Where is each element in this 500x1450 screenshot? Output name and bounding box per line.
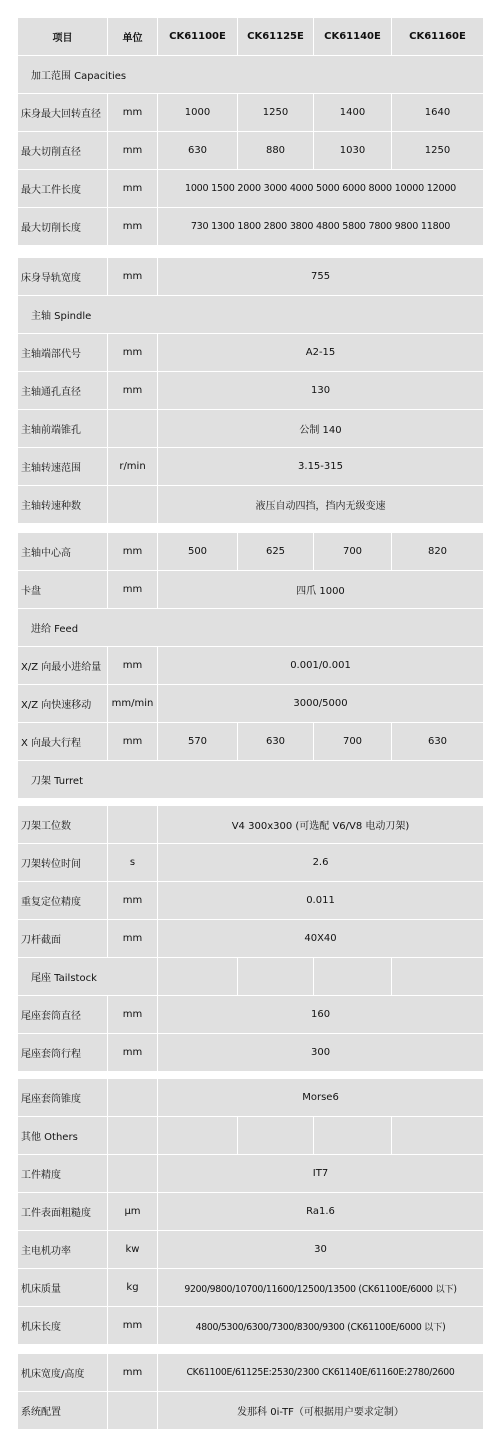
row-value: 570: [158, 723, 238, 761]
row-label: 主轴转速种数: [18, 486, 108, 524]
section-label: 加工范围 Capacities: [18, 56, 484, 94]
row-value: 630: [158, 132, 238, 170]
table-row: [18, 1155, 484, 1193]
row-label: X 向最大行程: [18, 723, 108, 761]
table-row: [18, 334, 484, 372]
row-value: 40X40: [158, 920, 484, 958]
row-label: 床身最大回转直径: [18, 94, 108, 132]
table-row: [18, 372, 484, 410]
row-value: 四爪 1000: [158, 571, 484, 609]
row-value: 1250: [238, 94, 314, 132]
row-value: 300: [158, 1034, 484, 1072]
row-unit: mm: [108, 132, 158, 170]
table-row: [18, 647, 484, 685]
header-unit: 单位: [108, 18, 158, 56]
section-row-capacities: [18, 56, 484, 94]
row-value: V4 300x300 (可选配 V6/V8 电动刀架): [158, 806, 484, 844]
section-row-turret: [18, 761, 484, 799]
row-value: 1000 1500 2000 3000 4000 5000 6000 8000 10000 12000: [158, 170, 484, 208]
spec-block-1: [17, 17, 483, 246]
row-unit: mm: [108, 258, 158, 296]
section-label: 其他 Others: [18, 1117, 108, 1155]
row-value: 700: [314, 533, 392, 571]
row-value: 1400: [314, 94, 392, 132]
table-row: [18, 258, 484, 296]
row-unit: mm: [108, 882, 158, 920]
row-label: 最大工件长度: [18, 170, 108, 208]
section-label: 尾座 Tailstock: [18, 958, 158, 996]
row-value: 1640: [392, 94, 484, 132]
row-label: 刀架工位数: [18, 806, 108, 844]
empty-cell: [314, 1117, 392, 1155]
table-row: [18, 208, 484, 246]
row-label: 最大切削长度: [18, 208, 108, 246]
row-unit: mm: [108, 170, 158, 208]
row-unit: mm: [108, 208, 158, 246]
row-unit: kg: [108, 1269, 158, 1307]
row-value: 3000/5000: [158, 685, 484, 723]
empty-cell: [314, 958, 392, 996]
row-label: 主轴转速范围: [18, 448, 108, 486]
row-unit: r/min: [108, 448, 158, 486]
section-row-feed: [18, 609, 484, 647]
row-value: 500: [158, 533, 238, 571]
row-unit: μm: [108, 1193, 158, 1231]
row-label: 机床长度: [18, 1307, 108, 1345]
table-row: [18, 1034, 484, 1072]
row-unit: [108, 1155, 158, 1193]
row-label: 机床宽度/高度: [18, 1354, 108, 1392]
spec-block-2: [17, 257, 483, 524]
section-label: 主轴 Spindle: [18, 296, 484, 334]
row-value: A2-15: [158, 334, 484, 372]
table-row: [18, 1193, 484, 1231]
row-label: 工件表面粗糙度: [18, 1193, 108, 1231]
row-value: 630: [392, 723, 484, 761]
row-label: 尾座套筒行程: [18, 1034, 108, 1072]
table-row: [18, 170, 484, 208]
row-label: 最大切削直径: [18, 132, 108, 170]
row-label: X/Z 向快速移动: [18, 685, 108, 723]
section-row-others: [18, 1117, 484, 1155]
row-unit: [108, 486, 158, 524]
row-value: 发那科 0i-TF（可根据用户要求定制）: [158, 1392, 484, 1430]
table-row: [18, 486, 484, 524]
row-value: 130: [158, 372, 484, 410]
table-row: [18, 571, 484, 609]
header-model-2: CK61125E: [238, 18, 314, 56]
row-label: 尾座套筒锥度: [18, 1079, 108, 1117]
row-unit: mm: [108, 94, 158, 132]
table-row: [18, 920, 484, 958]
table-row: [18, 132, 484, 170]
table-row: [18, 1269, 484, 1307]
row-value: 755: [158, 258, 484, 296]
row-unit: mm: [108, 1307, 158, 1345]
row-value: 0.011: [158, 882, 484, 920]
row-label: 主电机功率: [18, 1231, 108, 1269]
row-value: 625: [238, 533, 314, 571]
row-value: 液压自动四挡，挡内无级变速: [158, 486, 484, 524]
spec-block-4: [17, 805, 483, 1072]
row-unit: [108, 806, 158, 844]
table-row: [18, 1231, 484, 1269]
table-row: [18, 1307, 484, 1345]
row-unit: mm: [108, 1034, 158, 1072]
row-value: 2.6: [158, 844, 484, 882]
table-row: [18, 94, 484, 132]
row-unit: mm: [108, 571, 158, 609]
table-row: [18, 1354, 484, 1392]
row-unit: kw: [108, 1231, 158, 1269]
row-value: 3.15-315: [158, 448, 484, 486]
row-value: 1000: [158, 94, 238, 132]
row-label: 床身导轨宽度: [18, 258, 108, 296]
row-value: 1250: [392, 132, 484, 170]
table-header-row: [18, 18, 484, 56]
row-label: 刀杆截面: [18, 920, 108, 958]
row-value: 820: [392, 533, 484, 571]
row-value: CK61100E/61125E:2530/2300 CK61140E/61160E:2780/2600: [158, 1354, 484, 1392]
header-model-4: CK61160E: [392, 18, 484, 56]
table-row: [18, 533, 484, 571]
spec-block-5: [17, 1078, 483, 1345]
table-row: [18, 1392, 484, 1430]
table-row: [18, 806, 484, 844]
row-unit: mm: [108, 533, 158, 571]
row-label: 机床质量: [18, 1269, 108, 1307]
spec-table-4: [17, 805, 483, 1072]
header-model-3: CK61140E: [314, 18, 392, 56]
row-value: 880: [238, 132, 314, 170]
table-row: [18, 882, 484, 920]
spec-table-6: [17, 1353, 483, 1430]
row-value: 0.001/0.001: [158, 647, 484, 685]
row-value: 630: [238, 723, 314, 761]
table-row: [18, 996, 484, 1034]
row-label: 刀架转位时间: [18, 844, 108, 882]
row-unit: [108, 1392, 158, 1430]
section-row-spindle: [18, 296, 484, 334]
table-row: [18, 723, 484, 761]
header-item: 项目: [18, 18, 108, 56]
row-label: 主轴端部代号: [18, 334, 108, 372]
empty-cell: [108, 1117, 158, 1155]
row-unit: mm: [108, 723, 158, 761]
row-label: 尾座套筒直径: [18, 996, 108, 1034]
spec-block-6: [17, 1353, 483, 1430]
row-unit: [108, 1079, 158, 1117]
row-label: 主轴前端锥孔: [18, 410, 108, 448]
row-label: 主轴通孔直径: [18, 372, 108, 410]
row-value: 160: [158, 996, 484, 1034]
row-value: 30: [158, 1231, 484, 1269]
empty-cell: [238, 958, 314, 996]
row-value: 700: [314, 723, 392, 761]
empty-cell: [392, 1117, 484, 1155]
row-unit: mm: [108, 1354, 158, 1392]
row-label: 工件精度: [18, 1155, 108, 1193]
row-unit: mm: [108, 996, 158, 1034]
section-row-tailstock: [18, 958, 484, 996]
spec-block-3: [17, 532, 483, 799]
row-value: 9200/9800/10700/11600/12500/13500 (CK61100E/6000 以下): [158, 1269, 484, 1307]
row-unit: mm: [108, 647, 158, 685]
row-label: 卡盘: [18, 571, 108, 609]
table-row: [18, 1079, 484, 1117]
row-unit: mm: [108, 334, 158, 372]
spec-table-3: [17, 532, 483, 799]
table-row: [18, 685, 484, 723]
empty-cell: [158, 958, 238, 996]
table-row: [18, 410, 484, 448]
row-value: 1030: [314, 132, 392, 170]
empty-cell: [238, 1117, 314, 1155]
row-unit: mm/min: [108, 685, 158, 723]
spec-table-5: [17, 1078, 483, 1345]
row-unit: mm: [108, 372, 158, 410]
row-unit: mm: [108, 920, 158, 958]
row-label: 系统配置: [18, 1392, 108, 1430]
row-label: 重复定位精度: [18, 882, 108, 920]
row-unit: s: [108, 844, 158, 882]
row-value: 4800/5300/6300/7300/8300/9300 (CK61100E/6000 以下): [158, 1307, 484, 1345]
empty-cell: [392, 958, 484, 996]
row-value: 公制 140: [158, 410, 484, 448]
spec-table-2: [17, 257, 483, 524]
row-label: 主轴中心高: [18, 533, 108, 571]
header-model-1: CK61100E: [158, 18, 238, 56]
row-label: X/Z 向最小进给量: [18, 647, 108, 685]
table-row: [18, 448, 484, 486]
row-value: Morse6: [158, 1079, 484, 1117]
row-unit: [108, 410, 158, 448]
row-value: Ra1.6: [158, 1193, 484, 1231]
row-value: IT7: [158, 1155, 484, 1193]
section-label: 进给 Feed: [18, 609, 484, 647]
empty-cell: [158, 1117, 238, 1155]
table-row: [18, 844, 484, 882]
section-label: 刀架 Turret: [18, 761, 484, 799]
row-value: 730 1300 1800 2800 3800 4800 5800 7800 9800 11800: [158, 208, 484, 246]
spec-table-1: [17, 17, 483, 246]
